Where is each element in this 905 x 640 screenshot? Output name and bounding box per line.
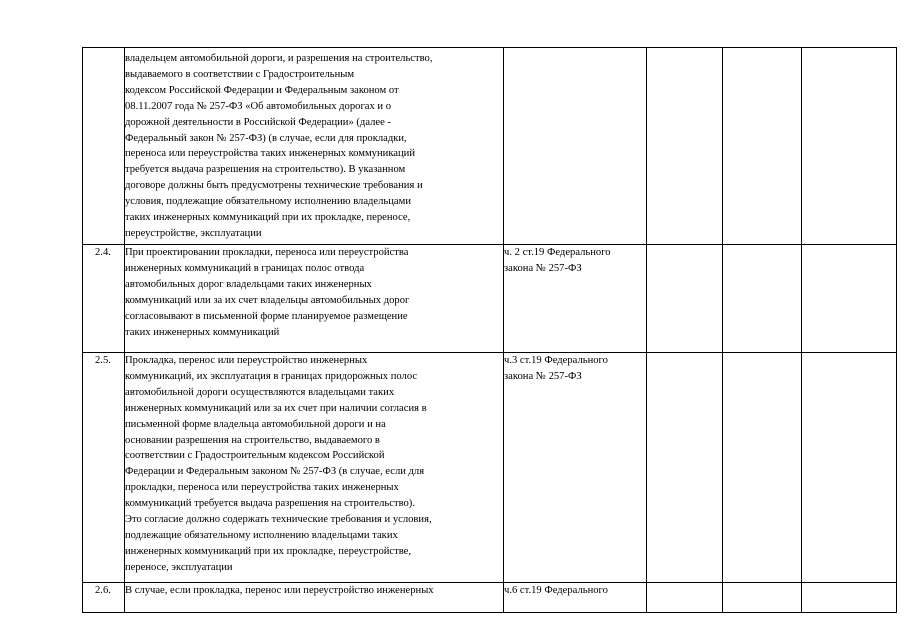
answer-yes-cell[interactable] <box>647 245 723 353</box>
requirement-text-line: Федерации и Федеральным законом № 257-ФЗ (в случае, если для <box>125 466 425 478</box>
requirement-text-line: владельцем автомобильной дороги, и разрешения на строительство, <box>125 53 433 64</box>
requirement-text-cell <box>125 245 504 353</box>
requirement-text-line: коммуникаций, их эксплуатация в границах придорожных полос <box>125 370 418 382</box>
requirement-text-line: переустройстве, эксплуатации <box>125 227 262 239</box>
legal-reference-cell <box>504 353 647 583</box>
table-row <box>83 48 897 245</box>
legal-reference-line: ч. 2 ст.19 Федерального <box>504 247 611 258</box>
answer-no-cell[interactable] <box>723 48 802 245</box>
requirement-text-line: подлежащие обязательному исполнению владельцами таких <box>125 529 398 541</box>
requirement-text-line: таких инженерных коммуникаций <box>125 326 280 338</box>
answer-na-cell[interactable] <box>802 353 897 583</box>
requirement-text-line: 08.11.2007 года № 257-ФЗ «Об автомобильных дорогах и о <box>125 100 392 112</box>
requirement-text-line: таких инженерных коммуникаций при их прокладке, переносе, <box>125 212 411 224</box>
requirement-text-line: требуется выдача разрешения на строительство). В указанном <box>125 164 406 176</box>
requirement-text-line: выдаваемого в соответствии с Градостроительным <box>125 68 355 80</box>
requirement-text-line: автомобильной дороги осуществляются владельцами таких <box>125 386 395 398</box>
requirement-text-line: коммуникаций требуется выдача разрешения на строительство). <box>125 498 415 510</box>
requirement-text-line: При проектировании прокладки, переноса или переустройства <box>125 247 409 258</box>
answer-na-cell[interactable] <box>802 245 897 353</box>
answer-no-cell[interactable] <box>723 245 802 353</box>
legal-reference-line: ч.6 ст.19 Федерального <box>504 585 608 596</box>
answer-no-cell[interactable] <box>723 353 802 583</box>
requirement-text-line: соответствии с Градостроительным кодексом Российской <box>125 450 385 462</box>
legal-reference-line: закона № 257-ФЗ <box>504 370 582 382</box>
item-number: 2.5. <box>95 355 111 366</box>
requirement-text-line: договоре должны быть предусмотрены технические требования и <box>125 180 423 192</box>
requirement-text-line: инженерных коммуникаций при их прокладке, переустройстве, <box>125 545 412 557</box>
requirement-text-line: письменной форме владельца автомобильной дороги и на <box>125 418 386 430</box>
legal-reference-cell <box>504 583 647 613</box>
item-number: 2.4. <box>95 247 111 258</box>
item-number: 2.6. <box>95 585 111 596</box>
requirement-text-line: Это согласие должно содержать технические требования и условия, <box>125 514 432 526</box>
table-row <box>83 245 897 353</box>
requirement-text-line: основании разрешения на строительство, выдаваемого в <box>125 434 380 446</box>
item-number-cell <box>83 245 125 353</box>
requirement-text-line: согласовывают в письменной форме планируемое размещение <box>125 310 408 322</box>
answer-yes-cell[interactable] <box>647 353 723 583</box>
answer-no-cell[interactable] <box>723 583 802 613</box>
requirements-table <box>82 47 897 613</box>
requirement-text-line: переносе, эксплуатации <box>125 561 233 573</box>
answer-yes-cell[interactable] <box>647 48 723 245</box>
requirement-text-line: Прокладка, перенос или переустройство инженерных <box>125 355 368 366</box>
requirement-text-line: кодексом Российской Федерации и Федеральным законом от <box>125 84 399 96</box>
item-number-cell <box>83 583 125 613</box>
requirement-text-line: автомобильных дорог владельцами таких инженерных <box>125 278 372 290</box>
legal-reference-line: ч.3 ст.19 Федерального <box>504 355 608 366</box>
table-row <box>83 583 897 613</box>
legal-reference-cell <box>504 48 647 245</box>
requirement-text-cell <box>125 48 504 245</box>
requirement-text-line: прокладки, переноса или переустройства таких инженерных <box>125 482 399 494</box>
legal-reference-cell <box>504 245 647 353</box>
requirement-text-line: дорожной деятельности в Российской Федерации» (далее - <box>125 116 391 128</box>
table-row <box>83 353 897 583</box>
requirement-text-line: Федеральный закон № 257-ФЗ) (в случае, если для прокладки, <box>125 132 407 144</box>
requirement-text-line: инженерных коммуникаций в границах полос отвода <box>125 262 365 274</box>
item-number-cell <box>83 48 125 245</box>
requirement-text-line: В случае, если прокладка, перенос или переустройство инженерных <box>125 585 434 596</box>
requirement-text-cell <box>125 583 504 613</box>
answer-na-cell[interactable] <box>802 48 897 245</box>
requirement-text-line: условия, подлежащие обязательному исполнению владельцами <box>125 196 411 208</box>
legal-reference-line: закона № 257-ФЗ <box>504 262 582 274</box>
requirement-text-line: инженерных коммуникаций или за их счет при наличии согласия в <box>125 402 427 414</box>
requirement-text-line: переноса или переустройства таких инженерных коммуникаций <box>125 148 416 160</box>
item-number-cell <box>83 353 125 583</box>
requirement-text-cell <box>125 353 504 583</box>
answer-yes-cell[interactable] <box>647 583 723 613</box>
answer-na-cell[interactable] <box>802 583 897 613</box>
requirement-text-line: коммуникаций или за их счет владельцы автомобильных дорог <box>125 294 410 306</box>
